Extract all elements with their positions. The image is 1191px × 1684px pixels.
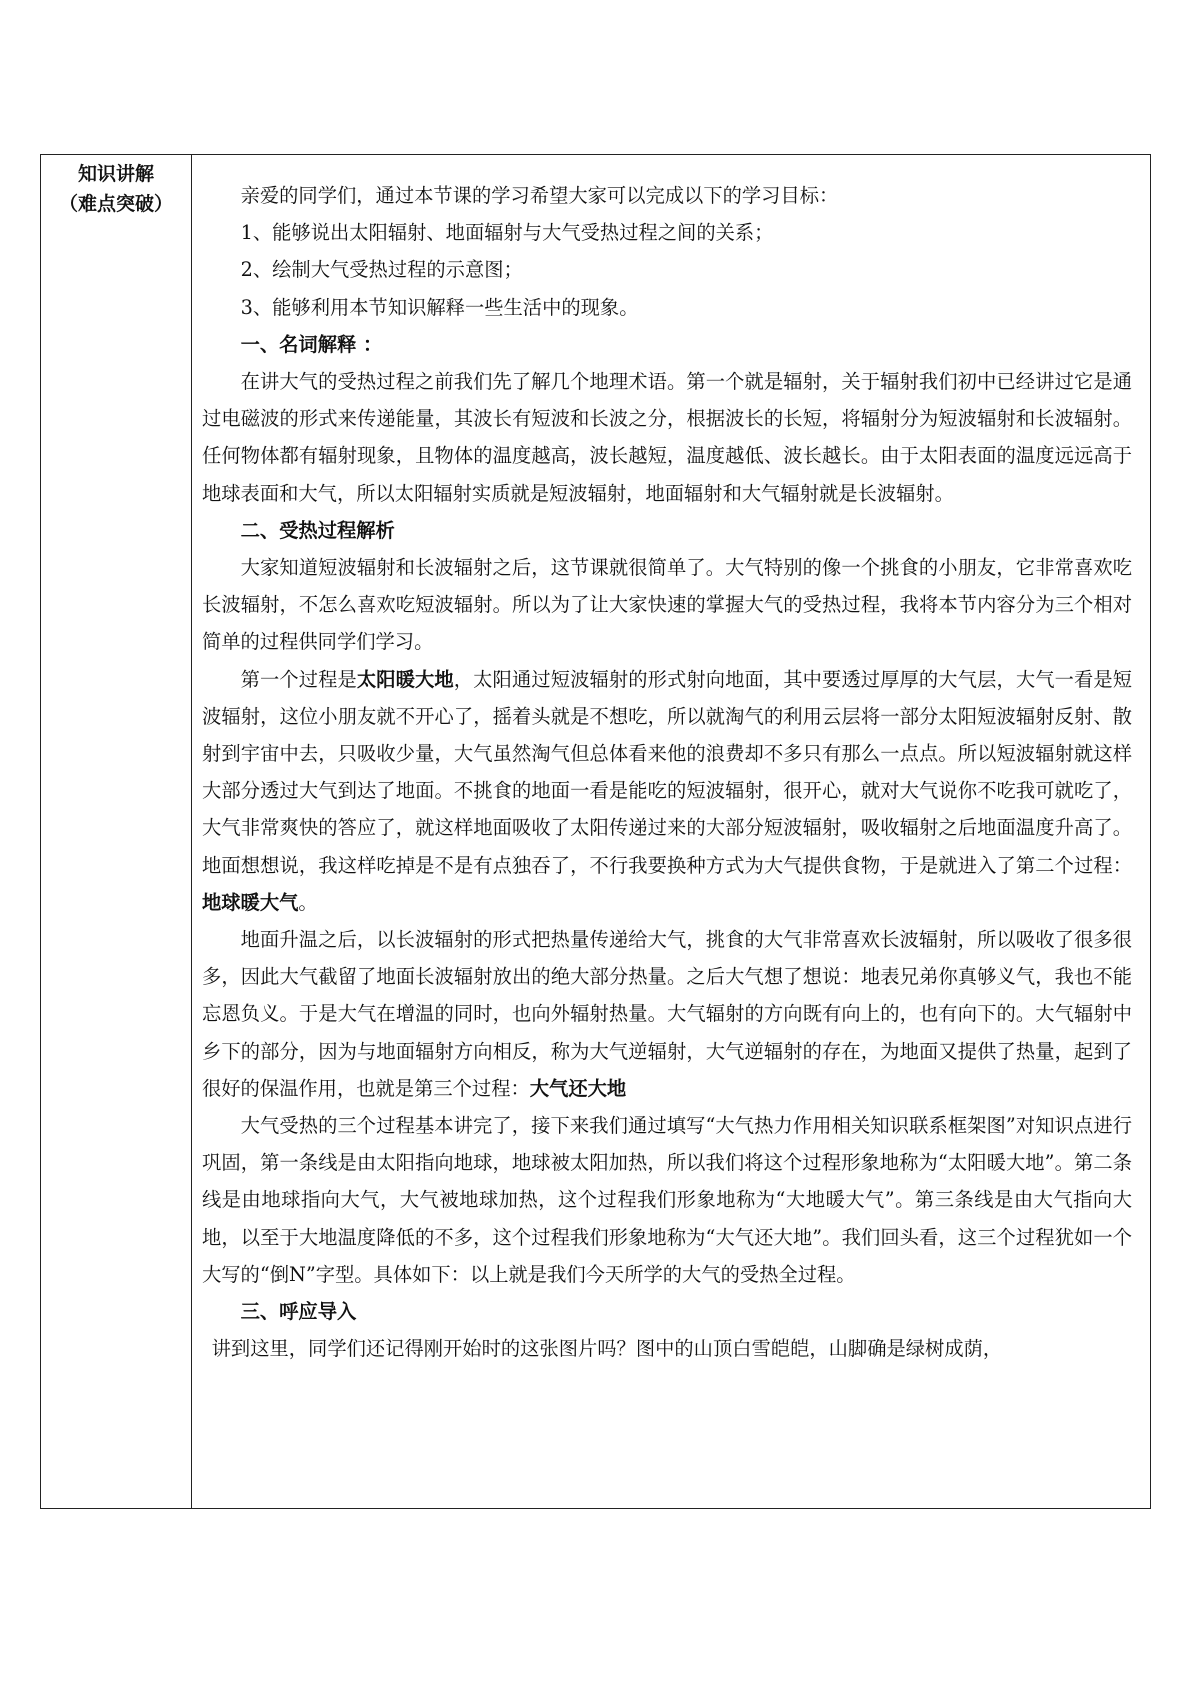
process-two-text: 地面升温之后，以长波辐射的形式把热量传递给大气，挑食的大气非常喜欢长波辐射，所以吸收了很多很多，因此大气截留了地面长波辐射放出的绝大部分热量。之后大气想了想说：地表兄弟你真够义气，我也不能忘恩负义。于是大气在增温的同时，也向外辐射热量。大气辐射的方向既有向上的，也有向下的。大气辐射中乡下的部分，因为与地面辐射方向相反，称为大气逆辐射，大气逆辐射的存在，为地面又提供了热量，起到了很好的保温作用，也就是第三个过程：: [202, 928, 1132, 1100]
process-one-paragraph: [202, 661, 1132, 921]
process-one-keyword: 太阳暖大地: [356, 667, 454, 691]
process-two-paragraph: [202, 921, 1132, 1107]
process-one-text-b: ，太阳通过短波辐射的形式射向地面，其中要透过厚厚的大气层，大气一看是短波辐射，这位小朋友就不开心了，摇着头就是不想吃，所以就淘气的利用云层将一部分太阳短波辐射反射、散射到宇宙中去，只吸收少量，大气虽然淘气但总体看来他的浪费却不多只有那么一点点。所以短波辐射就这样大部分透过大气到达了地面。不挑食的地面一看是能吃的短波辐射，很开心，就对大气说你不吃我可就吃了，大气非常爽快的答应了，就这样地面吸收了太阳传递过来的大部分短波辐射，吸收辐射之后地面温度升高了。地面想想说，我这样吃掉是不是有点独吞了，不行我要换种方式为大气提供食物，于是就进入了第二个过程：: [202, 667, 1133, 877]
terms-paragraph: 在讲大气的受热过程之前我们先了解几个地理术语。第一个就是辐射，关于辐射我们初中已经讲过它是通过电磁波的形式来传递能量，其波长有短波和长波之分，根据波长的长短，将辐射分为短波辐射和长波辐射。任何物体都有辐射现象，且物体的温度越高，波长越短，温度越低、波长越长。由于太阳表面的温度远远高于地球表面和大气，所以太阳辐射实质就是短波辐射，地面辐射和大气辐射就是长波辐射。: [202, 370, 1132, 505]
intro-paragraph: 亲爱的同学们，通过本节课的学习希望大家可以完成以下的学习目标：: [240, 184, 839, 207]
goal-item-2: 2、绘制大气受热过程的示意图；: [240, 258, 523, 282]
goal-item-3: 3、能够利用本节知识解释一些生活中的现象。: [240, 295, 639, 319]
process-intro-paragraph: 大家知道短波辐射和长波辐射之后，这节课就很简单了。大气特别的像一个挑食的小朋友，它非常喜欢吃长波辐射，不怎么喜欢吃短波辐射。所以为了让大家快速的掌握大气的受热过程，我将本节内容分为三个相对简单的过程供同学们学习。: [202, 556, 1132, 654]
section-heading-process: 二、受热过程解析: [240, 518, 395, 542]
process-one-text-a: 第一个过程是: [240, 667, 357, 691]
lesson-content-cell: [192, 155, 1150, 1508]
process-one-text-c: 。: [298, 890, 318, 914]
goal-item-1: 1、能够说出太阳辐射、地面辐射与大气受热过程之间的关系；: [240, 221, 774, 245]
section-label-line2: （难点突破）: [58, 193, 173, 215]
summary-paragraph: 大气受热的三个过程基本讲完了，接下来我们通过填写“大气热力作用相关知识联系框架图”对知识点进行巩固，第一条线是由太阳指向地球，地球被太阳加热，所以我们将这个过程形象地称为“太阳暖大地”。第二条线是由地球指向大气，大气被地球加热，这个过程我们形象地称为“大地暖大气”。第三条线是由大气指向大地，以至于大地温度降低的不多，这个过程我们形象地称为“大气还大地”。我们回头看，这三个过程犹如一个大写的“倒N”字型。具体如下：以上就是我们今天所学的大气的受热全过程。: [202, 1114, 1132, 1286]
lesson-table: [40, 154, 1151, 1509]
echo-paragraph: 讲到这里，同学们还记得刚开始时的这张图片吗？图中的山顶白雪皑皑，山脚确是绿树成荫，: [211, 1337, 1003, 1361]
section-label: [41, 159, 191, 219]
process-three-keyword: 大气还大地: [529, 1076, 627, 1100]
section-label-line1: 知识讲解: [77, 163, 154, 185]
section-label-cell: [41, 155, 192, 1508]
section-heading-terms: 一、名词解释 ：: [240, 332, 383, 356]
process-two-keyword: 地球暖大气: [202, 890, 299, 914]
section-heading-echo: 三、呼应导入: [240, 1300, 357, 1324]
